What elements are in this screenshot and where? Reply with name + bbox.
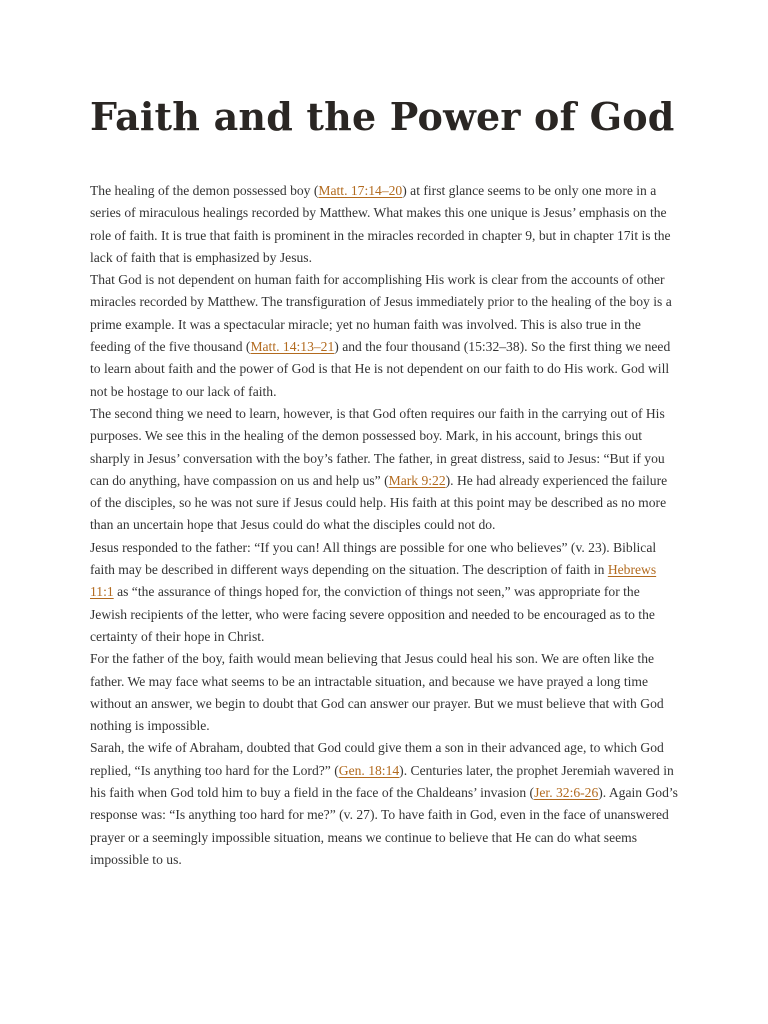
paragraph-text: ) and the four thousand (15:32–38). So the first thing we need to learn about faith and the power of God is that He is not dependent on our faith to do His work. God will not be hostage to our lack of faith. (90, 339, 671, 399)
page-title: Faith and the Power of God (90, 94, 675, 139)
paragraph (90, 537, 680, 648)
paragraph (90, 648, 680, 737)
paragraph-text: For the father of the boy, faith would mean believing that Jesus could heal his son. We are often like the father. We may face what seems to be an intractable situation, and because we have prayed a long time without an answer, we begin to doubt that God can answer our prayer. But we must believe that with God nothing is impossible. (90, 651, 664, 734)
paragraph (90, 180, 680, 269)
paragraph-text: ). Again God’s response was: “Is anything too hard for me?” (v. 27). To have faith in God, even in the face of unanswered prayer or a seemingly impossible situation, means we continue to believe that He can do what seems impossible to us. (90, 785, 678, 867)
paragraph-text: That God is not dependent on human faith for accomplishing His work is clear from the accounts of other miracles recorded by Matthew. The transfiguration of Jesus immediately prior to the healing of the boy is a prime example. It was a spectacular miracle; yet no human faith was involved. This is also true in the feeding of the five thousand ( (90, 272, 672, 355)
scripture-link[interactable]: Matt. 14:13–21 (250, 339, 335, 355)
paragraph-text: ) at first glance seems to be only one more in a series of miraculous healings recorded by Matthew. What makes this one unique is Jesus’ emphasis on the role of faith. It is true that faith is prominent in the miracles recorded in chapter 9, but in chapter 17it is the lack of faith that is emphasized by Jesus. (90, 183, 671, 265)
paragraph-text: as “the assurance of things hoped for, the conviction of things not seen,” was appropriate for the Jewish recipients of the letter, who were facing severe opposition and needed to be encouraged as to the certainty of their hope in Christ. (90, 584, 655, 644)
paragraph-text: The second thing we need to learn, however, is that God often requires our faith in the carrying out of His purposes. We see this in the healing of the demon possessed boy. Mark, in his account, brings this out sharply in Jesus’ conversation with the boy’s father. The father, in great distress, said to Jesus: “But if you can do anything, have compassion on us and help us” ( (90, 405, 665, 488)
scripture-link[interactable]: Jer. 32:6-26 (534, 785, 599, 801)
paragraph-text: ). He had already experienced the failure of the disciples, so he was not sure if Jesus could help. His faith at this point may be described as no more than an uncertain hope that Jesus could do what the disciples could not do. (90, 472, 668, 533)
paragraph-text: Jesus responded to the father: “If you can! All things are possible for one who believes” (v. 23). Biblical faith may be described in different ways depending on the situation. The description of faith in (90, 539, 657, 578)
paragraph (90, 737, 680, 871)
paragraph (90, 269, 680, 403)
article-body (90, 180, 680, 871)
scripture-link[interactable]: Gen. 18:14 (338, 762, 400, 778)
scripture-link[interactable]: Matt. 17:14–20 (318, 183, 403, 198)
scripture-link[interactable]: Hebrews 11:1 (90, 562, 657, 600)
article (90, 92, 680, 871)
paragraph-text: The healing of the demon possessed boy ( (90, 183, 319, 198)
scripture-link[interactable]: Mark 9:22 (388, 472, 446, 488)
paragraph-text: ). Centuries later, the prophet Jeremiah wavered in his faith when God told him to buy a field in the face of the Chaldeans’ invasion ( (90, 762, 674, 801)
paragraph (90, 403, 680, 537)
paragraph-text: Sarah, the wife of Abraham, doubted that God could give them a son in their advanced age, to which God replied, “Is anything too hard for the Lord?” ( (90, 740, 664, 778)
